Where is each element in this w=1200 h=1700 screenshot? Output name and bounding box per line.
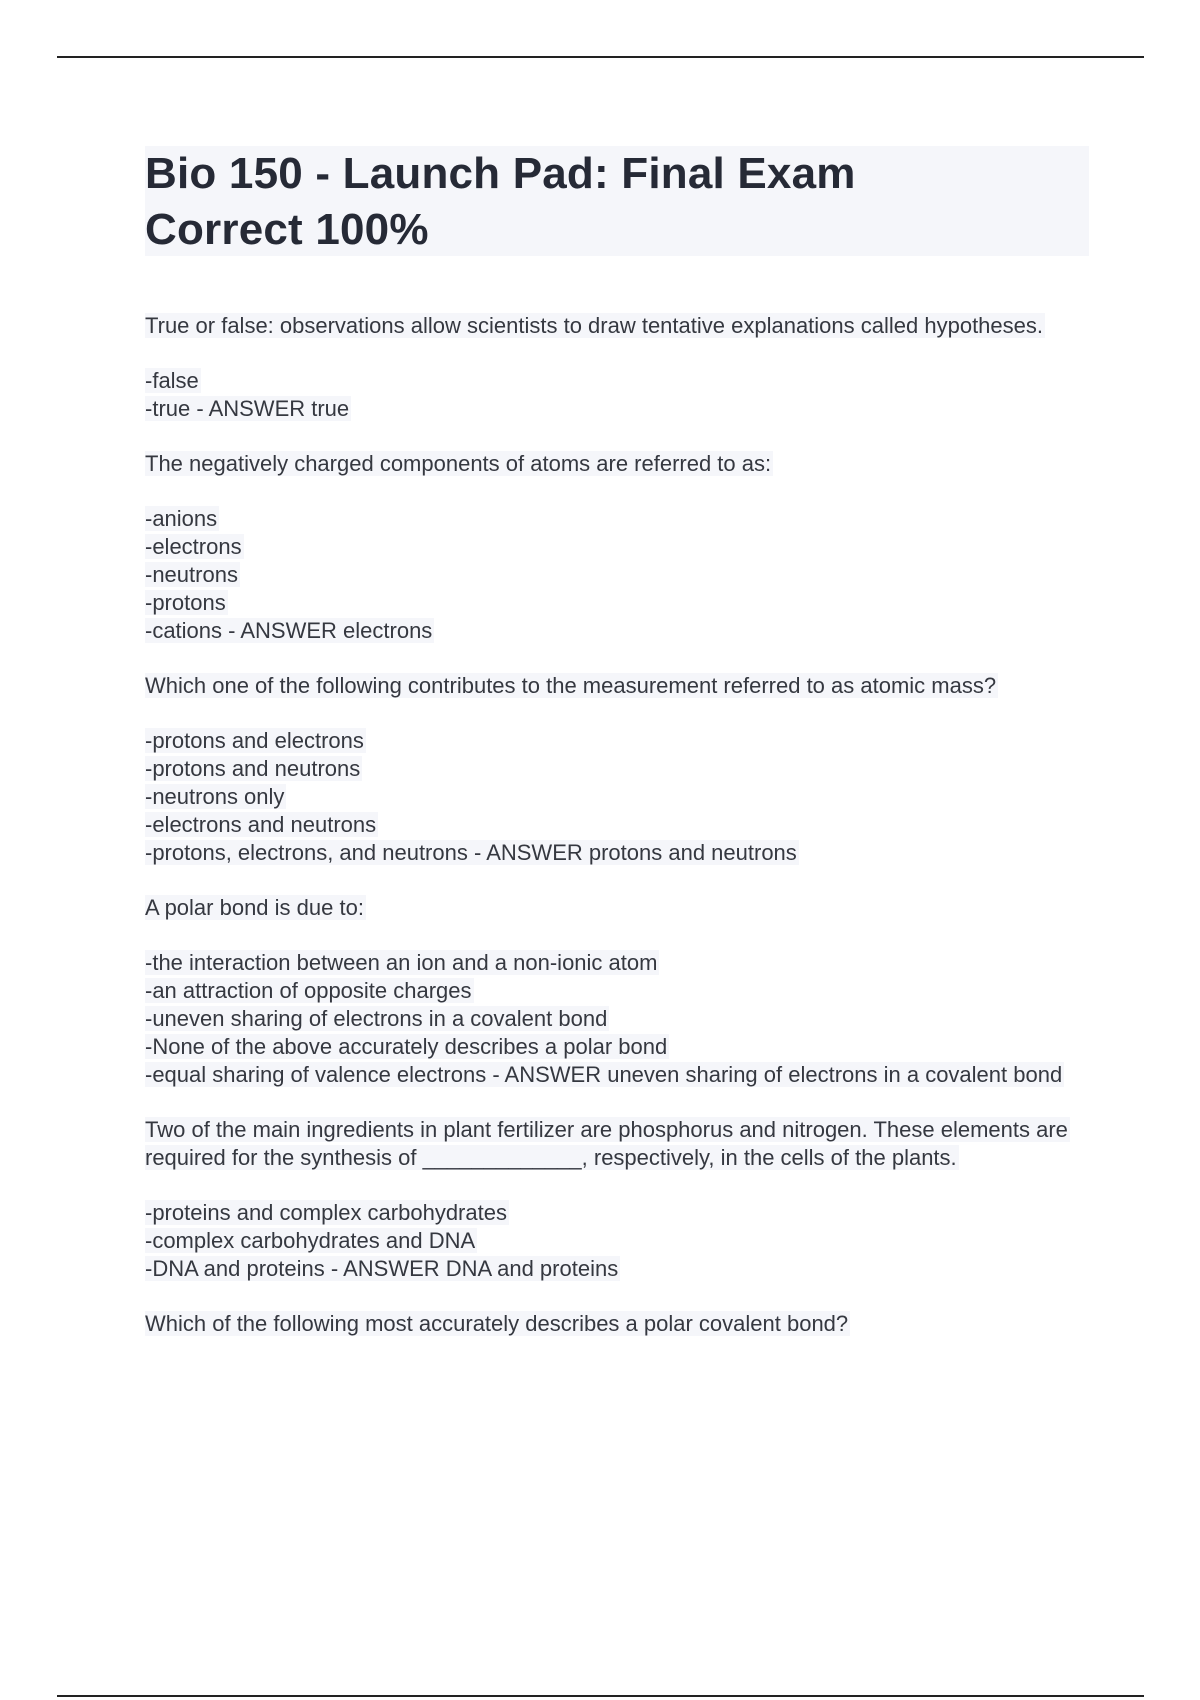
- question-4-options: [145, 949, 1095, 1089]
- title-line-1: Bio 150 - Launch Pad: Final Exam: [145, 149, 856, 198]
- question-text: Two of the main ingredients in plant fertilizer are phosphorus and nitrogen. These elements are required for the synthesis of _____________, respectively, in the cells of the plants.: [145, 1117, 1068, 1170]
- option: -neutrons: [145, 562, 238, 587]
- option: -proteins and complex carbohydrates: [145, 1200, 507, 1225]
- question-text: The negatively charged components of atoms are referred to as:: [145, 451, 772, 476]
- question-text: Which of the following most accurately describes a polar covalent bond?: [145, 1311, 849, 1336]
- title-line-2: Correct 100%: [145, 205, 429, 254]
- question-6: [145, 1310, 1095, 1338]
- option: -None of the above accurately describes a polar bond: [145, 1034, 668, 1059]
- option: -protons: [145, 590, 226, 615]
- question-1: [145, 312, 1095, 340]
- question-3-options: [145, 727, 1095, 867]
- option: -anions: [145, 506, 218, 531]
- question-1-options: [145, 367, 1095, 423]
- question-5-options: [145, 1199, 1095, 1283]
- option-answer: -true - ANSWER true: [145, 396, 350, 421]
- question-3: [145, 672, 1095, 700]
- option-answer: -DNA and proteins - ANSWER DNA and proteins: [145, 1256, 619, 1281]
- option: -false: [145, 368, 199, 393]
- document-title: [145, 146, 1089, 258]
- question-5: [145, 1116, 1095, 1172]
- option: -protons and electrons: [145, 728, 364, 753]
- option: -complex carbohydrates and DNA: [145, 1228, 476, 1253]
- option: -an attraction of opposite charges: [145, 978, 472, 1003]
- option: -the interaction between an ion and a non-ionic atom: [145, 950, 658, 975]
- option: -electrons and neutrons: [145, 812, 377, 837]
- question-2-options: [145, 505, 1095, 645]
- question-text: True or false: observations allow scientists to draw tentative explanations called hypotheses.: [145, 313, 1043, 338]
- option: -neutrons only: [145, 784, 285, 809]
- option-answer: -protons, electrons, and neutrons - ANSWER protons and neutrons: [145, 840, 797, 865]
- top-rule: [57, 56, 1144, 58]
- option-answer: -equal sharing of valence electrons - ANSWER uneven sharing of electrons in a covalent bond: [145, 1062, 1063, 1087]
- option: -protons and neutrons: [145, 756, 361, 781]
- question-4: [145, 894, 1095, 922]
- option: -electrons: [145, 534, 242, 559]
- title-block: [145, 146, 1089, 256]
- question-2: [145, 450, 1095, 478]
- question-text: Which one of the following contributes to the measurement referred to as atomic mass?: [145, 673, 997, 698]
- option-answer: -cations - ANSWER electrons: [145, 618, 433, 643]
- option: -uneven sharing of electrons in a covalent bond: [145, 1006, 608, 1031]
- bottom-rule: [57, 1695, 1144, 1697]
- question-text: A polar bond is due to:: [145, 895, 364, 920]
- questions-list: [145, 312, 1095, 1365]
